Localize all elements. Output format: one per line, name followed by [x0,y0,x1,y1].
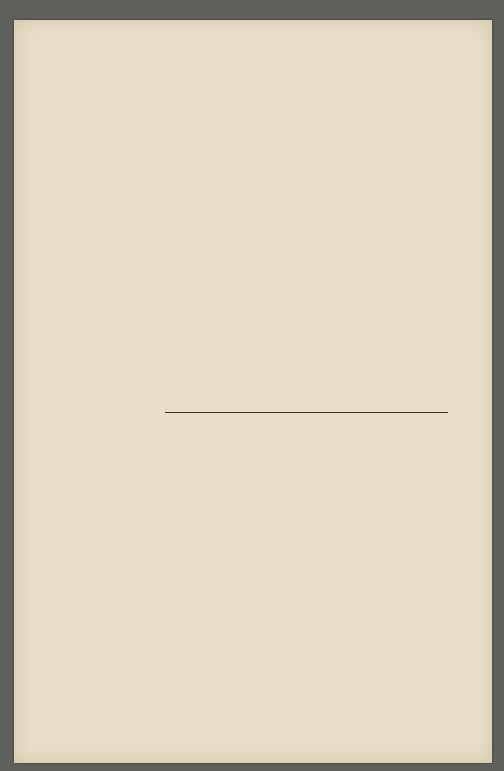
footnote-divider [165,412,448,413]
ornamental-border [164,138,446,154]
main-paragraph [165,160,448,406]
footnotes [174,420,448,640]
footnote-gap [174,420,448,428]
ornament-svg [164,138,446,154]
book-page [14,20,492,763]
